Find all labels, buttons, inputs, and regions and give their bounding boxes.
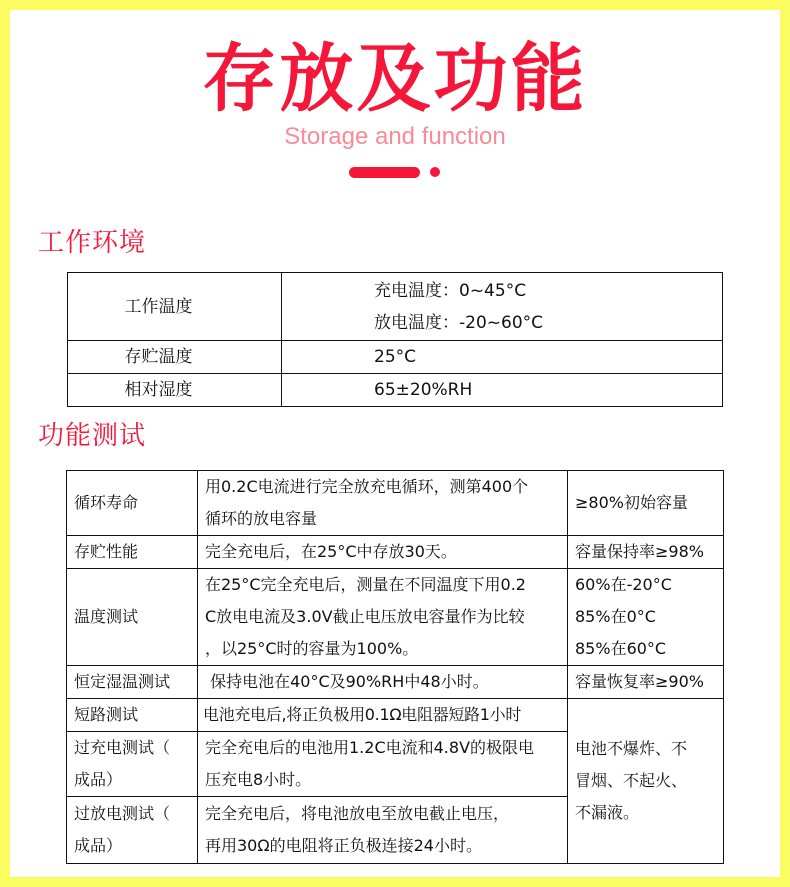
result-line: 60%在-20°C xyxy=(575,575,672,594)
table-row xyxy=(68,341,723,374)
test-desc-cell: 完全充电后，在25°C中存放30天。 xyxy=(198,536,568,569)
label-line: 成品） xyxy=(74,770,123,789)
merged-result-cell xyxy=(568,699,724,864)
env-value-cell: 25°C xyxy=(282,341,723,374)
decorative-dot xyxy=(430,167,440,177)
page-title: 存放及功能 xyxy=(202,36,588,122)
test-label-cell xyxy=(67,797,198,864)
environment-table xyxy=(67,272,723,407)
result-line: 85%在0°C xyxy=(575,607,656,626)
decorative-bar xyxy=(349,167,420,178)
result-line: 85%在60°C xyxy=(575,639,667,658)
env-label-cell: 相对湿度 xyxy=(68,374,282,407)
test-desc-cell xyxy=(198,569,568,666)
desc-line: 循环的放电容量 xyxy=(205,509,318,528)
test-result-cell: 容量恢复率≥90% xyxy=(568,666,724,699)
table-row xyxy=(68,374,723,407)
test-desc-cell: 保持电池在40°C及90%RH中48小时。 xyxy=(198,666,568,699)
result-line: 不漏液。 xyxy=(575,803,640,822)
test-label-cell: 恒定湿温测试 xyxy=(67,666,198,699)
desc-line: 压充电8小时。 xyxy=(205,770,312,789)
desc-line: ，以25°C时的容量为100%。 xyxy=(205,639,419,658)
table-row xyxy=(68,273,723,341)
env-label-cell: 存贮温度 xyxy=(68,341,282,374)
env-label-cell: 工作温度 xyxy=(68,273,282,341)
test-result-cell: ≥80%初始容量 xyxy=(568,471,724,536)
desc-line: 在25°C完全充电后，测量在不同温度下用0.2 xyxy=(205,575,526,594)
label-line: 过充电测试（ xyxy=(74,738,171,757)
test-label-cell: 短路测试 xyxy=(67,699,198,732)
function-test-table xyxy=(66,470,724,864)
test-label-cell: 存贮性能 xyxy=(67,536,198,569)
test-desc-cell xyxy=(198,797,568,864)
result-line: 电池不爆炸、不 xyxy=(575,739,688,758)
label-line: 成品） xyxy=(74,836,123,855)
test-label-cell xyxy=(67,732,198,797)
test-desc-cell xyxy=(198,471,568,536)
table-row xyxy=(67,471,724,536)
section-heading-function: 功能测试 xyxy=(38,421,147,451)
label-line: 过放电测试（ xyxy=(74,804,171,823)
test-desc-cell: 电池充电后,将正负极用0.1Ω电阻器短路1小时 xyxy=(198,699,568,732)
page-subtitle: Storage and function xyxy=(284,123,506,150)
env-value-line: 放电温度：-20~60°C xyxy=(374,312,544,333)
desc-line: 完全充电后，将电池放电至放电截止电压， xyxy=(205,804,510,823)
env-value-line: 充电温度：0~45°C xyxy=(374,280,527,301)
table-row xyxy=(67,536,724,569)
test-label-cell: 循环寿命 xyxy=(67,471,198,536)
result-line: 冒烟、不起火、 xyxy=(575,771,688,790)
section-heading-environment: 工作环境 xyxy=(38,228,147,258)
table-row xyxy=(67,699,724,732)
desc-line: C放电电流及3.0V截止电压放电容量作为比较 xyxy=(205,607,525,626)
desc-line: 再用30Ω的电阻将正负极连接24小时。 xyxy=(205,836,482,855)
test-result-cell xyxy=(568,569,724,666)
test-label-cell: 温度测试 xyxy=(67,569,198,666)
env-value-cell: 65±20%RH xyxy=(282,374,723,407)
test-desc-cell xyxy=(198,732,568,797)
table-row xyxy=(67,569,724,666)
test-result-cell: 容量保持率≥98% xyxy=(568,536,724,569)
table-row xyxy=(67,666,724,699)
env-value-cell xyxy=(282,273,723,341)
desc-line: 用0.2C电流进行完全放充电循环，测第400个 xyxy=(205,477,529,496)
desc-line: 完全充电后的电池用1.2C电流和4.8V的极限电 xyxy=(205,738,535,757)
